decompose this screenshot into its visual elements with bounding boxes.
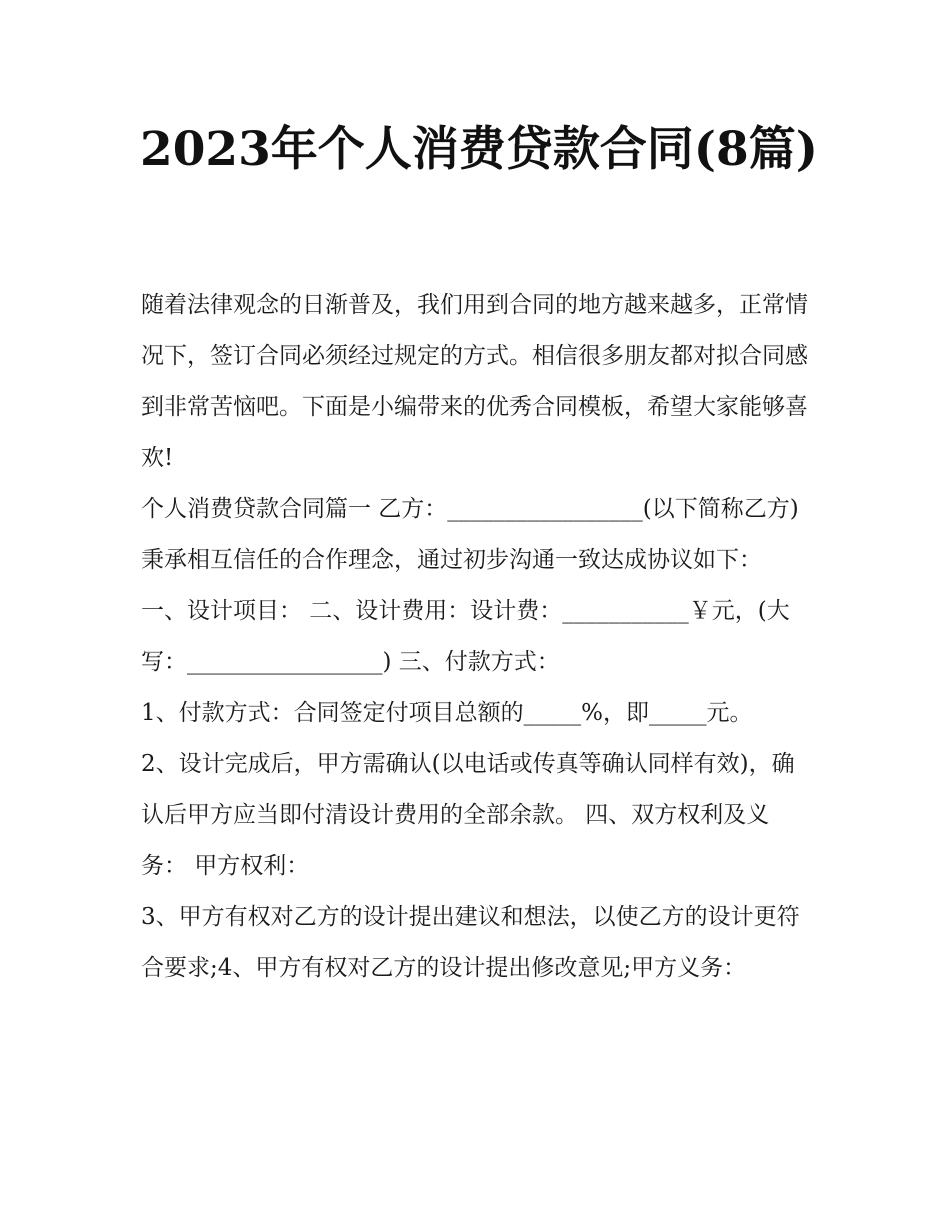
party-rights-paragraph: 3、甲方有权对乙方的设计提出建议和想法，以使乙方的设计更符合要求;4、甲方有权对乙方的设计提出修改意见;甲方义务： [141,904,800,981]
design-completion-paragraph: 2、设计完成后，甲方需确认(以电话或传真等确认同样有效)，确认后甲方应当即付清设计费用的全部余款。 四、双方权利及义务： 甲方权利： [141,751,795,879]
document-body [141,280,809,994]
intro-paragraph: 随着法律观念的日渐普及，我们用到合同的地方越来越多，正常情况下，签订合同必须经过规定的方式。相信很多朋友都对拟合同感到非常苦恼吧。下面是小编带来的优秀合同模板，希望大家能够喜欢! [141,292,808,471]
document-title: 2023年个人消费贷款合同(8篇) [140,122,818,177]
contract-opening-paragraph: 个人消费贷款合同篇一 乙方：_________________(以下简称乙方) 秉承相互信任的合作理念，通过初步沟通一致达成协议如下： [141,496,799,573]
design-fee-paragraph: 一、设计项目： 二、设计费用：设计费：___________￥元，(大写：_________________) 三、付款方式： [141,598,790,675]
payment-method-paragraph: 1、付款方式：合同签定付项目总额的_____%，即_____元。 [141,700,753,726]
